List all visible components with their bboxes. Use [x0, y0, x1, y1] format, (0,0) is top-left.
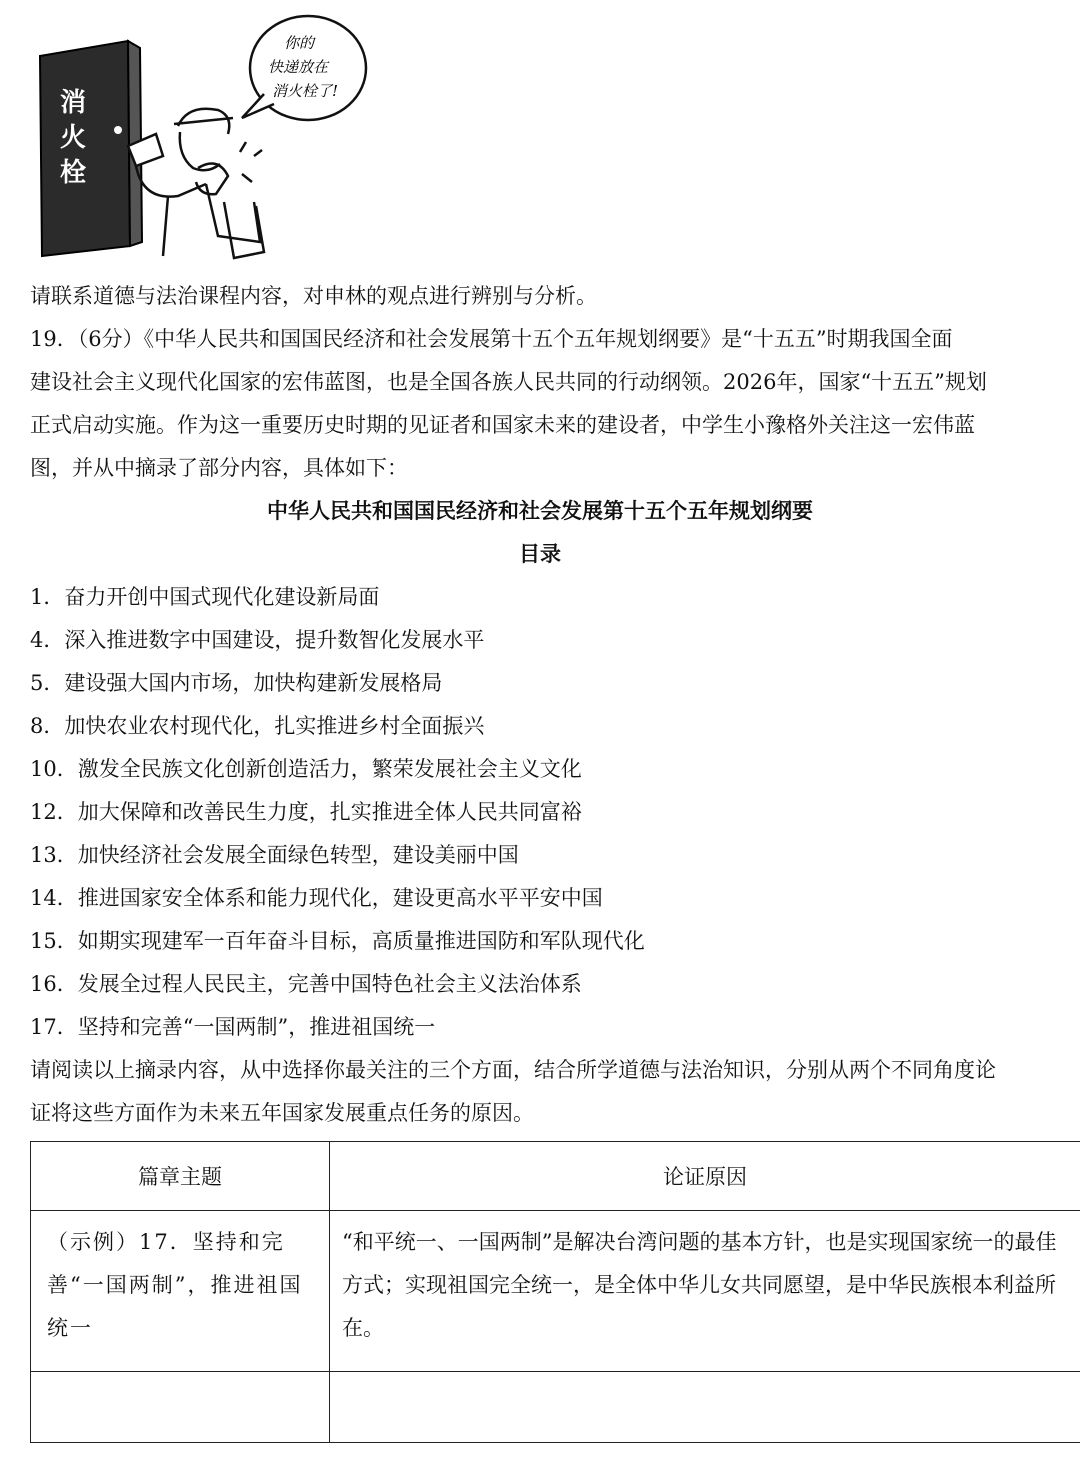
outline-subtitle: 目录	[519, 541, 561, 566]
question-line: 图，并从中摘录了部分内容，具体如下：	[30, 456, 408, 480]
outline-item: 5．建设强大国内市场，加快构建新发展格局	[30, 671, 443, 695]
speech-line-2: 快递放在	[268, 58, 329, 76]
table-row	[31, 1372, 1080, 1443]
answer-table	[30, 1141, 1080, 1443]
cartoon-illustration	[28, 6, 368, 268]
door-sign-char-1: 消	[60, 88, 87, 118]
intro-line: 请联系道德与法治课程内容，对申林的观点进行辨别与分析。	[30, 284, 597, 308]
speech-line-3: 消火栓了!	[272, 82, 339, 100]
outline-item: 14．推进国家安全体系和能力现代化，建设更高水平平安中国	[30, 886, 603, 910]
outline-item: 8．加快农业农村现代化，扎实推进乡村全面振兴	[30, 714, 485, 738]
outline-item: 4．深入推进数字中国建设，提升数智化发展水平	[30, 628, 485, 652]
header-topic: 篇章主题	[31, 1142, 330, 1211]
example-reason: “和平统一、一国两制”是解决台湾问题的基本方针，也是实现国家统一的最佳方式；实现祖国完全统一，是全体中华儿女共同愿望，是中华民族根本利益所在。	[330, 1211, 1080, 1372]
instruction-line: 证将这些方面作为未来五年国家发展重点任务的原因。	[30, 1101, 534, 1125]
outline-item: 16．发展全过程人民民主，完善中国特色社会主义法治体系	[30, 972, 582, 996]
question-line: 正式启动实施。作为这一重要历史时期的见证者和国家未来的建设者，中学生小豫格外关注这一宏伟蓝	[30, 413, 975, 437]
speech-line-1: 你的	[284, 34, 315, 52]
outline-item: 12．加大保障和改善民生力度，扎实推进全体人民共同富裕	[30, 800, 582, 824]
answer-topic-cell[interactable]	[31, 1372, 330, 1443]
header-reason: 论证原因	[330, 1142, 1080, 1211]
instruction-line: 请阅读以上摘录内容，从中选择你最关注的三个方面，结合所学道德与法治知识，分别从两个不同角度论	[30, 1058, 996, 1082]
question-line: 19．（6分）《中华人民共和国国民经济和社会发展第十五个五年规划纲要》是“十五五”时期我国全面	[30, 327, 953, 351]
door-sign-char-3: 栓	[60, 158, 87, 188]
answer-reason-cell[interactable]	[330, 1372, 1080, 1443]
table-row	[31, 1211, 1080, 1372]
outline-item: 1．奋力开创中国式现代化建设新局面	[30, 585, 380, 609]
door-sign-char-2: 火	[60, 123, 87, 153]
outline-title: 中华人民共和国国民经济和社会发展第十五个五年规划纲要	[267, 498, 813, 523]
outline-item: 15．如期实现建军一百年奋斗目标，高质量推进国防和军队现代化	[30, 929, 645, 953]
outline-item: 10．激发全民族文化创新创造活力，繁荣发展社会主义文化	[30, 757, 582, 781]
outline-item: 13．加快经济社会发展全面绿色转型，建设美丽中国	[30, 843, 519, 867]
outline-item: 17．坚持和完善“一国两制”，推进祖国统一	[30, 1015, 436, 1039]
example-topic: （示例）17．坚持和完善“一国两制”，推进祖国统一	[31, 1211, 330, 1372]
question-line: 建设社会主义现代化国家的宏伟蓝图，也是全国各族人民共同的行动纲领。2026年，国家“十五五”规划	[30, 370, 987, 394]
table-header-row	[31, 1142, 1080, 1211]
